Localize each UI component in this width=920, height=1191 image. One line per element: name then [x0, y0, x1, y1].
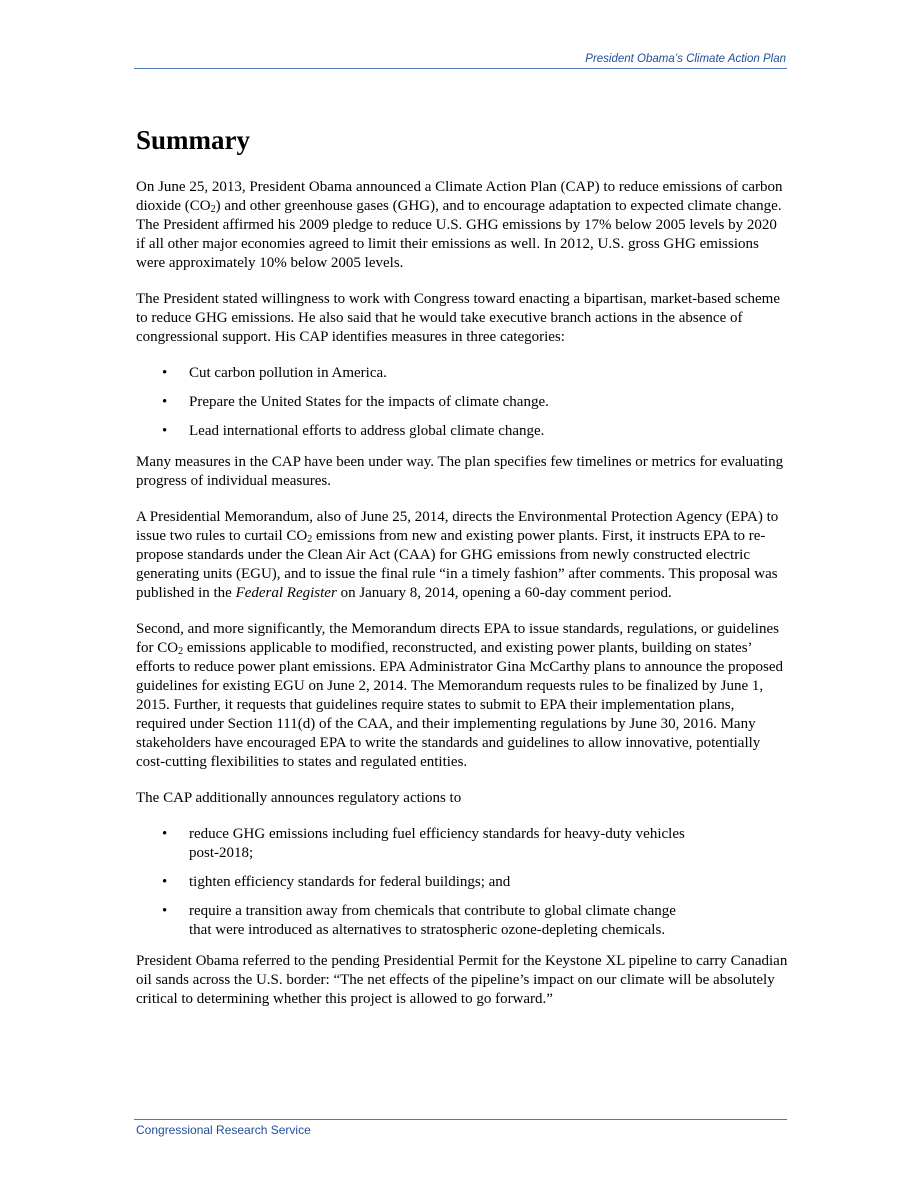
list-item: • Cut carbon pollution in America. — [136, 364, 788, 383]
running-header: President Obama’s Climate Action Plan — [585, 53, 786, 65]
paragraph-1: On June 25, 2013, President Obama announced a Climate Action Plan (CAP) to reduce emissions of carbon dioxide $(CO_2)$ and other greenhouse gases (GHG), and to encourage adaptation to expected climate change. The President affirmed his 2009 pledge to reduce U.S. GHG emissions by 17% below 2005 levels by 2020 if all other major economies agreed to limit their emissions as well. In 2012, U.S. gross GHG emissions were approximately 10% below 2005 levels. — [136, 179, 783, 272]
header-rule — [134, 68, 787, 69]
paragraph-3: Many measures in the CAP have been under way. The plan specifies few timelines or metrics for evaluating progress of individual measures. — [136, 454, 784, 490]
list-item: • tighten efficiency standards for federal buildings; and — [136, 873, 788, 892]
page-title: Summary — [136, 125, 250, 155]
list-item: • reduce GHG emissions including fuel efficiency standards for heavy-duty vehicles post-2018; — [136, 825, 788, 863]
list-item: • Lead international efforts to address global climate change. — [136, 422, 788, 441]
page-content — [136, 124, 788, 1026]
regulatory-actions-list — [136, 825, 788, 940]
footer-rule — [134, 1119, 787, 1120]
paragraph-6: The CAP additionally announces regulatory actions to — [136, 790, 462, 807]
paragraph-5: Second, and more significantly, the Memorandum directs EPA to issue standards, regulations, or guidelines for $CO_2$ emissions applicable to modified, reconstructed, and existing power plants, building on states’ efforts to reduce power plant emissions. EPA Administrator Gina McCarthy plans to announce the proposed guidelines for existing EGU on June 2, 2014. The Memorandum requests rules to be finalized by June 1, 2015. Further, it requests that guidelines require states to submit to EPA their implementation plans, required under Section 111(d) of the CAA, and their implementing regulations by June 30, 2016. Many stakeholders have encouraged EPA to write the standards and guidelines to allow innovative, potentially cost-cutting flexibilities to states and regulated entities. — [136, 621, 783, 771]
list-item: • require a transition away from chemicals that contribute to global climate change that were introduced as alternatives to stratospheric ozone-depleting chemicals. — [136, 902, 788, 940]
paragraph-4: A Presidential Memorandum, also of June 25, 2014, directs the Environmental Protection Agency (EPA) to issue two rules to curtail $CO_2$ emissions from new and existing power plants. First, it instructs EPA to re-propose standards under the Clean Air Act (CAA) for GHG emissions from newly constructed electric generating units (EGU), and to issue the final rule “in a timely fashion” after comments. This proposal was published in the Federal Register on January 8, 2014, opening a 60-day comment period. — [136, 509, 779, 602]
paragraph-7: President Obama referred to the pending Presidential Permit for the Keystone XL pipeline to carry Canadian oil sands across the U.S. border: “The net effects of the pipeline’s impact on our climate will be absolutely critical to determining whether this project is allowed to go forward.” — [136, 953, 788, 1008]
list-item: • Prepare the United States for the impacts of climate change. — [136, 393, 788, 412]
running-footer: Congressional Research Service — [136, 1123, 311, 1137]
categories-list — [136, 364, 788, 441]
paragraph-2: The President stated willingness to work with Congress toward enacting a bipartisan, market-based scheme to reduce GHG emissions. He also said that he would take executive branch actions in the absence of congressional support. His CAP identifies measures in three categories: — [136, 291, 781, 346]
